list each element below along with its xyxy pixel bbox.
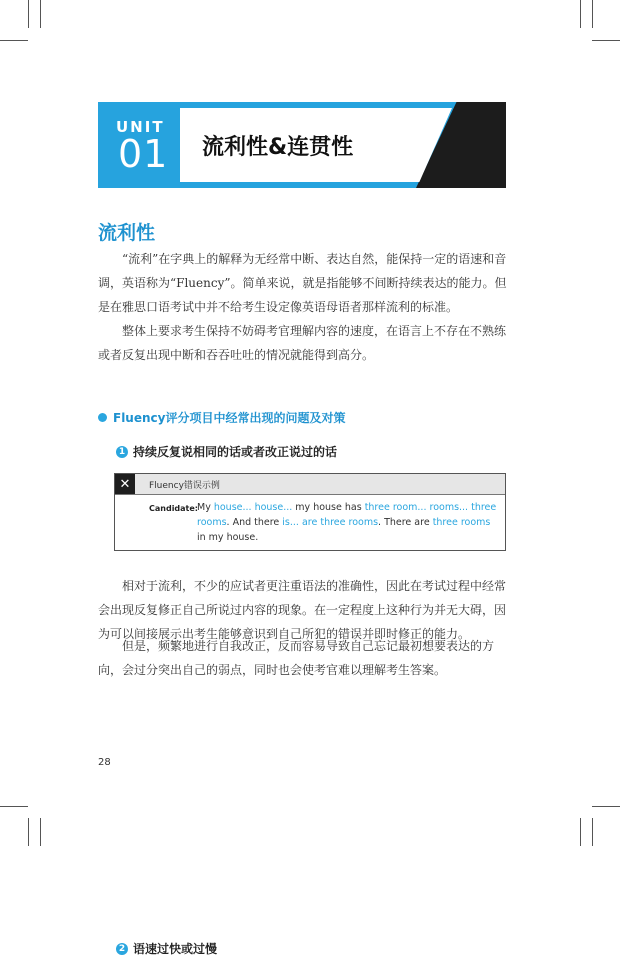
numbered-item-text: 持续反复说相同的话或者改正说过的话: [133, 445, 338, 459]
crop-mark: [40, 818, 41, 846]
example-box: [114, 473, 506, 551]
crop-mark: [592, 40, 620, 41]
section-heading: 流利性: [98, 222, 156, 244]
example-segment: . And there: [226, 517, 283, 528]
example-text: [197, 500, 497, 545]
crop-mark: [40, 0, 41, 28]
speaker-label: Candidate:: [149, 504, 199, 513]
crop-mark: [28, 0, 29, 28]
crop-mark: [592, 818, 593, 846]
example-segment-highlight: house... house...: [213, 502, 293, 513]
example-segment-highlight: three rooms: [432, 517, 491, 528]
page-number: 28: [98, 757, 111, 768]
example-segment: in my house.: [197, 532, 259, 543]
paragraph: “流利”在字典上的解释为无经常中断、表达自然，能保持一定的语速和音调，英语称为“Fluency”。简单来说，就是指能够不间断持续表达的能力。但是在雅思口语考试中并不给考生设定像英语母语者那样流利的标准。: [98, 252, 507, 314]
example-segment-highlight: is... are three rooms: [282, 517, 379, 528]
number-badge-icon: 2: [116, 943, 128, 955]
example-segment: my house has: [292, 502, 365, 513]
unit-title: 流利性&连贯性: [202, 135, 354, 160]
crop-mark: [28, 818, 29, 846]
example-segment: . There are: [378, 517, 433, 528]
crop-mark: [580, 818, 581, 846]
crop-mark: [592, 806, 620, 807]
example-title: Fluency错误示例: [149, 481, 220, 491]
unit-number: 01: [118, 132, 169, 176]
numbered-item: [116, 443, 337, 460]
unit-label: UNIT: [116, 118, 165, 136]
example-header: [115, 474, 505, 495]
crop-mark: [592, 0, 593, 28]
crop-mark: [0, 40, 28, 41]
crop-mark: [0, 806, 28, 807]
crop-mark: [580, 0, 581, 28]
numbered-item-text: 语速过快或过慢: [133, 942, 218, 956]
cross-icon: ✕: [115, 474, 135, 494]
unit-banner: [98, 102, 506, 188]
paragraph: 整体上要求考生保持不妨碍考官理解内容的速度，在语言上不存在不熟练或者反复出现中断和吞吞吐吐的情况就能得到高分。: [98, 324, 507, 362]
paragraph: 相对于流利，不少的应试者更注重语法的准确性，因此在考试过程中经常会出现反复修正自己所说过内容的现象。在一定程度上这种行为并无大碍，因为可以间接展示出考生能够意识到自己所犯的错误并即时修正的能力。: [98, 579, 507, 641]
example-segment-highlight: three room... rooms... three rooms: [197, 502, 497, 528]
bullet-heading: [98, 409, 345, 426]
paragraph: 但是，频繁地进行自我改正，反而容易导致自己忘记最初想要表达的方向，会过分突出自己的弱点，同时也会使考官难以理解考生答案。: [98, 639, 495, 677]
bullet-heading-text: Fluency评分项目中经常出现的问题及对策: [113, 411, 346, 425]
example-segment: My: [197, 502, 214, 513]
numbered-item: [116, 940, 217, 957]
number-badge-icon: 1: [116, 446, 128, 458]
bullet-dot-icon: [98, 413, 107, 422]
